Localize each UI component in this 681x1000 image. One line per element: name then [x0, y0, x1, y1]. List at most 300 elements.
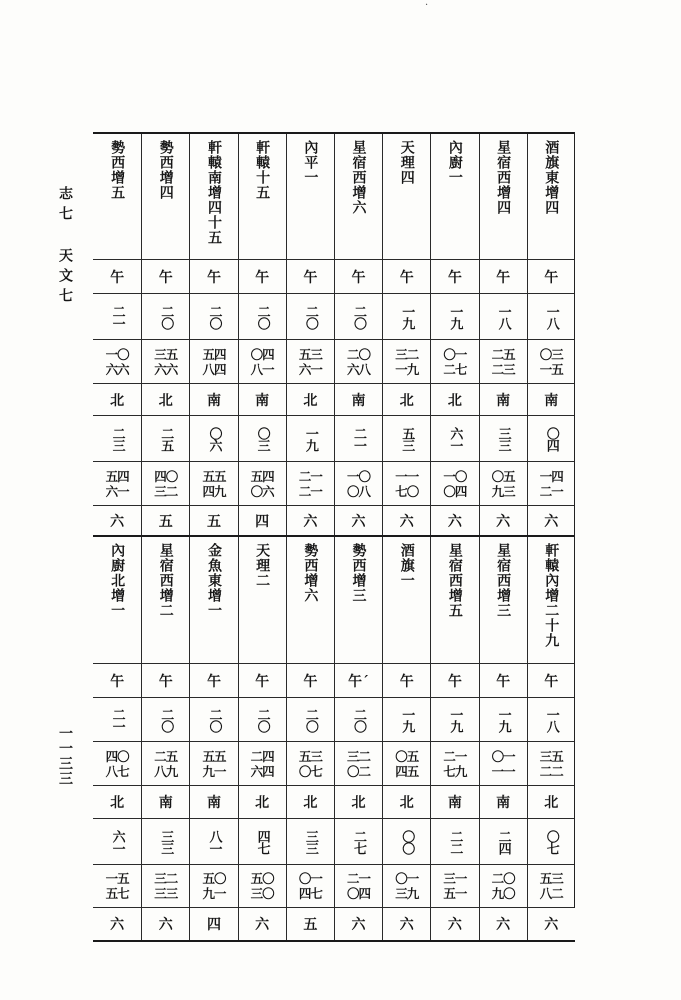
value-text: 五 — [158, 513, 173, 530]
lower-row-min-sec — [93, 742, 575, 786]
table-cell — [334, 294, 382, 339]
value-top: 五〇 — [250, 871, 274, 886]
table-cell — [286, 294, 334, 339]
table-cell — [334, 698, 382, 741]
value-text: 午 — [110, 673, 125, 690]
table-cell — [189, 742, 237, 785]
table-cell — [479, 698, 527, 741]
value-text: 六 — [110, 917, 125, 933]
table-cell — [334, 664, 382, 697]
table-cell — [286, 819, 334, 864]
value-text: 一九 — [302, 426, 318, 451]
table-cell — [286, 462, 334, 505]
value-bottom: 〇四 — [347, 886, 371, 901]
value-top: 三二 — [395, 346, 419, 362]
value-text: 一九 — [495, 707, 511, 732]
table-cell — [93, 786, 141, 818]
upper-row-min-sec — [93, 340, 575, 384]
lower-row-meridian — [93, 664, 575, 698]
table-cell — [527, 786, 575, 818]
table-cell — [141, 384, 189, 415]
value-top: 〇一 — [491, 748, 515, 764]
value-bottom: 六四 — [250, 763, 274, 779]
table-cell — [93, 698, 141, 741]
value-text: 〇三 — [254, 426, 270, 451]
value-text: 六 — [351, 917, 366, 933]
value-text: 二〇 — [158, 707, 174, 732]
value-text: 南 — [496, 795, 511, 811]
table-cell — [93, 260, 141, 293]
value-text: 一九 — [447, 707, 463, 732]
star-name-text: 內廚北增一 — [109, 543, 126, 618]
value-text: 午 — [447, 673, 462, 690]
value-text: 南 — [255, 392, 270, 409]
upper-row-star-name — [93, 134, 575, 260]
value-top: 五〇 — [202, 871, 226, 886]
value-text: 北 — [158, 392, 173, 409]
table-cell — [93, 865, 141, 907]
table-right-border — [574, 132, 575, 908]
value-text: 午 — [110, 269, 125, 286]
value-text: 〇七 — [543, 829, 559, 854]
value-text: 一九 — [447, 304, 463, 329]
table-cell — [93, 537, 141, 663]
value-top: 〇一 — [298, 871, 322, 886]
value-text: 午 — [399, 673, 414, 690]
value-text: 午 — [158, 269, 173, 286]
table-cell — [238, 462, 286, 505]
lower-row-star-name — [93, 537, 575, 664]
table-cell — [238, 664, 286, 697]
chapter-title: 志七 天文七 — [57, 186, 73, 308]
table-cell — [141, 786, 189, 818]
value-top: 五五 — [202, 468, 226, 484]
table-cell — [334, 537, 382, 663]
value-text: 五 — [303, 917, 318, 933]
table-cell — [141, 865, 189, 907]
value-text: 四 — [255, 513, 270, 530]
value-text: 一九 — [399, 707, 415, 732]
value-text: 午 — [158, 673, 173, 690]
star-name-text: 軒轅十五 — [254, 140, 271, 200]
table-cell — [189, 664, 237, 697]
value-top: 〇一 — [395, 871, 419, 886]
value-top: 五三 — [539, 871, 563, 886]
value-text: 午 — [496, 269, 511, 286]
value-text: 午 — [351, 269, 366, 286]
value-text: 〇〇 — [399, 829, 415, 854]
value-top: 五四 — [250, 468, 274, 484]
value-top: 二〇 — [491, 871, 515, 886]
value-text: 二二 — [447, 829, 463, 854]
table-cell — [189, 819, 237, 864]
table-cell — [527, 865, 575, 907]
table-cell — [238, 506, 286, 535]
value-text: 南 — [351, 392, 366, 409]
value-top: 二四 — [250, 748, 274, 764]
table-cell — [189, 134, 237, 259]
star-name-text: 勢西增四 — [157, 140, 174, 200]
value-top: 一〇 — [105, 346, 129, 362]
table-cell — [430, 819, 478, 864]
table-cell — [286, 506, 334, 535]
value-text: 三三 — [158, 829, 174, 854]
table-cell — [189, 340, 237, 383]
value-text: 二四 — [495, 829, 511, 854]
value-bottom: 八七 — [105, 763, 129, 779]
value-text: 北 — [303, 392, 318, 409]
value-text: 午 — [544, 269, 559, 286]
table-cell — [93, 742, 141, 785]
value-bottom: 五七 — [105, 886, 129, 901]
star-name-text: 勢西增六 — [302, 543, 319, 603]
table-cell — [382, 384, 430, 415]
value-text: 三三 — [302, 829, 318, 854]
value-text: 午 — [303, 269, 318, 286]
value-text: 六 — [303, 513, 318, 530]
value-bottom: 六一 — [298, 361, 322, 377]
value-top: 〇四 — [250, 346, 274, 362]
value-text: 二〇 — [351, 707, 367, 732]
table-cell — [430, 340, 478, 383]
table-cell — [93, 506, 141, 535]
table-cell — [334, 506, 382, 535]
table-cell — [382, 294, 430, 339]
lower-row-magnitude — [93, 908, 575, 942]
table-cell — [334, 384, 382, 415]
value-bottom: 六六 — [105, 361, 129, 377]
value-text: 五 — [206, 513, 221, 530]
table-cell — [527, 537, 575, 663]
table-cell — [286, 698, 334, 741]
value-text: 北 — [303, 795, 318, 811]
table-cell — [93, 384, 141, 415]
upper-row-degree — [93, 294, 575, 340]
table-cell — [238, 819, 286, 864]
table-cell — [286, 786, 334, 818]
value-top: 一四 — [539, 468, 563, 484]
value-bottom: 〇四 — [443, 483, 467, 499]
table-cell — [189, 506, 237, 535]
table-cell — [479, 462, 527, 505]
table-cell — [238, 416, 286, 461]
table-cell — [527, 742, 575, 785]
value-text: 午 — [255, 269, 270, 286]
table-cell — [527, 134, 575, 259]
table-cell — [479, 416, 527, 461]
table-cell — [286, 340, 334, 383]
value-text: 午 — [496, 673, 511, 690]
table-cell — [479, 664, 527, 697]
value-text: 南 — [544, 392, 559, 409]
value-bottom: 二七 — [443, 361, 467, 377]
value-bottom: 六六 — [154, 361, 178, 377]
table-cell — [382, 664, 430, 697]
value-text: 二〇 — [254, 707, 270, 732]
value-text: 北 — [351, 795, 366, 811]
table-cell — [189, 698, 237, 741]
table-cell — [93, 462, 141, 505]
value-text: 六一 — [447, 426, 463, 451]
value-bottom: 九三 — [491, 483, 515, 499]
table-cell — [334, 742, 382, 785]
value-text: 六 — [544, 513, 559, 530]
table-cell — [286, 384, 334, 415]
value-text: 六 — [399, 513, 414, 530]
value-text: 北 — [110, 795, 125, 811]
value-bottom: 〇八 — [347, 483, 371, 499]
table-cell — [238, 742, 286, 785]
value-bottom: 七九 — [443, 763, 467, 779]
lower-row-direction — [93, 786, 575, 819]
star-name-text: 酒旗一 — [398, 543, 415, 588]
table-cell — [93, 416, 141, 461]
value-text: 六 — [496, 917, 511, 933]
value-top: 二一 — [298, 468, 322, 484]
table-cell — [141, 294, 189, 339]
table-cell — [141, 340, 189, 383]
table-cell — [382, 506, 430, 535]
value-top: 二〇 — [347, 346, 371, 362]
page-mark: · — [425, 0, 429, 11]
table-cell — [479, 865, 527, 907]
table-cell — [93, 294, 141, 339]
table-cell — [141, 908, 189, 940]
star-name-text: 軒轅南增四十五 — [205, 140, 222, 245]
table-cell — [430, 134, 478, 259]
table-cell — [189, 865, 237, 907]
table-cell — [430, 506, 478, 535]
value-text: 北 — [399, 392, 414, 409]
table-cell — [189, 537, 237, 663]
value-text: 南 — [206, 392, 221, 409]
value-top: 四〇 — [105, 748, 129, 764]
value-bottom: 一五 — [539, 361, 563, 377]
value-top: 三五 — [539, 748, 563, 764]
value-text: 六 — [544, 917, 559, 933]
star-name-text: 內廚一 — [446, 140, 463, 185]
value-text: 八一 — [206, 829, 222, 854]
star-name-text: 內平一 — [302, 140, 319, 185]
table-cell — [286, 742, 334, 785]
value-text: 二七 — [351, 829, 367, 854]
value-top: 五五 — [202, 748, 226, 764]
star-name-text: 軒轅內增二十九 — [543, 543, 560, 648]
star-name-text: 勢西增三 — [350, 543, 367, 603]
value-bottom: 一九 — [395, 361, 419, 377]
value-text: 〇六 — [206, 426, 222, 451]
table-cell — [141, 260, 189, 293]
table-cell — [238, 908, 286, 940]
table-cell — [238, 340, 286, 383]
table-cell — [479, 506, 527, 535]
table-cell — [430, 865, 478, 907]
table-cell — [238, 384, 286, 415]
table-cell — [334, 462, 382, 505]
value-top: 四〇 — [154, 468, 178, 484]
value-top: 〇五 — [491, 468, 515, 484]
value-text: 一八 — [543, 304, 559, 329]
table-cell — [430, 786, 478, 818]
table-cell — [382, 786, 430, 818]
value-text: 二〇 — [302, 304, 318, 329]
table-cell — [382, 908, 430, 940]
value-top: 二一 — [347, 871, 371, 886]
value-text: 一九 — [399, 304, 415, 329]
value-bottom: 三二 — [154, 483, 178, 499]
table-cell — [382, 698, 430, 741]
table-cell — [141, 537, 189, 663]
value-top: 二五 — [154, 748, 178, 764]
value-bottom: 四九 — [202, 483, 226, 499]
table-cell — [527, 416, 575, 461]
table-cell — [238, 698, 286, 741]
upper-row-meridian — [93, 260, 575, 294]
table-cell — [479, 786, 527, 818]
table-cell — [527, 908, 575, 940]
table-cell — [189, 462, 237, 505]
table-cell — [238, 260, 286, 293]
value-text: 二〇 — [351, 304, 367, 329]
table-cell — [238, 134, 286, 259]
value-bottom: 〇七 — [298, 763, 322, 779]
lower-row-min-sec-2 — [93, 865, 575, 908]
table-cell — [527, 664, 575, 697]
value-top: 三二 — [154, 871, 178, 886]
table-cell — [430, 742, 478, 785]
table-cell — [141, 416, 189, 461]
value-bottom: 三九 — [395, 886, 419, 901]
value-top: 一〇 — [443, 468, 467, 484]
star-name-text: 金魚東增一 — [205, 543, 222, 618]
value-text: 午´ — [348, 673, 370, 690]
value-text: 〇四 — [543, 426, 559, 451]
value-top: 〇一 — [443, 346, 467, 362]
table-cell — [286, 908, 334, 940]
value-top: 五三 — [298, 748, 322, 764]
value-text: 二〇 — [302, 707, 318, 732]
table-cell — [334, 134, 382, 259]
table-cell — [527, 340, 575, 383]
value-text: 二〇 — [206, 707, 222, 732]
table-cell — [286, 260, 334, 293]
value-text: 午 — [447, 269, 462, 286]
table-cell — [527, 384, 575, 415]
value-text: 二五 — [158, 426, 174, 451]
table-cell — [382, 742, 430, 785]
table-cell — [382, 819, 430, 864]
table-cell — [527, 294, 575, 339]
table-cell — [141, 742, 189, 785]
value-text: 六 — [496, 513, 511, 530]
table-cell — [334, 908, 382, 940]
value-bottom: 二三 — [491, 361, 515, 377]
table-cell — [93, 908, 141, 940]
value-text: 六 — [351, 513, 366, 530]
value-text: 四七 — [254, 829, 270, 854]
value-text: 北 — [544, 795, 559, 811]
star-name-text: 勢西增五 — [109, 140, 126, 200]
table-cell — [382, 340, 430, 383]
table-cell — [334, 260, 382, 293]
table-cell — [93, 819, 141, 864]
table-cell — [334, 340, 382, 383]
table-cell — [527, 462, 575, 505]
lower-row-degree — [93, 698, 575, 742]
value-bottom: 八四 — [202, 361, 226, 377]
table-cell — [430, 698, 478, 741]
table-cell — [93, 664, 141, 697]
table-cell — [189, 384, 237, 415]
upper-row-min-sec-2 — [93, 462, 575, 506]
table-cell — [238, 865, 286, 907]
table-cell — [93, 134, 141, 259]
table-cell — [141, 462, 189, 505]
value-text: 二一 — [109, 707, 125, 732]
value-text: 四 — [206, 917, 221, 933]
value-top: 一五 — [105, 871, 129, 886]
value-bottom: 九一 — [202, 763, 226, 779]
table-cell — [479, 134, 527, 259]
table-cell — [141, 134, 189, 259]
table-cell — [238, 294, 286, 339]
table-cell — [189, 786, 237, 818]
value-text: 六 — [447, 917, 462, 933]
table-cell — [334, 865, 382, 907]
value-top: 一一 — [395, 468, 419, 484]
star-catalog-table — [93, 132, 575, 942]
table-cell — [527, 260, 575, 293]
value-bottom: 二一 — [539, 483, 563, 499]
value-text: 五三 — [399, 426, 415, 451]
table-cell — [189, 416, 237, 461]
table-cell — [189, 908, 237, 940]
table-cell — [141, 819, 189, 864]
star-name-text: 星宿西增二 — [157, 543, 174, 618]
table-cell — [430, 384, 478, 415]
table-cell — [430, 260, 478, 293]
table-cell — [141, 698, 189, 741]
table-cell — [286, 416, 334, 461]
value-text: 南 — [158, 795, 173, 811]
table-cell — [479, 384, 527, 415]
table-cell — [382, 134, 430, 259]
table-cell — [382, 260, 430, 293]
table-cell — [93, 340, 141, 383]
value-text: 三三 — [495, 426, 511, 451]
table-cell — [479, 340, 527, 383]
value-text: 二一 — [351, 426, 367, 451]
value-top: 二一 — [443, 748, 467, 764]
table-cell — [141, 506, 189, 535]
value-bottom: 九〇 — [491, 886, 515, 901]
value-top: 三一 — [443, 871, 467, 886]
table-cell — [334, 416, 382, 461]
value-bottom: 二一 — [298, 483, 322, 499]
table-cell — [286, 865, 334, 907]
value-text: 二三 — [109, 426, 125, 451]
value-bottom: 八九 — [154, 763, 178, 779]
value-bottom: 一一 — [491, 763, 515, 779]
value-bottom: 二二 — [539, 763, 563, 779]
table-cell — [430, 416, 478, 461]
table-cell — [238, 786, 286, 818]
value-text: 午 — [255, 673, 270, 690]
value-bottom: 四七 — [298, 886, 322, 901]
table-cell — [189, 260, 237, 293]
star-name-text: 星宿西增四 — [495, 140, 512, 215]
table-cell — [286, 134, 334, 259]
